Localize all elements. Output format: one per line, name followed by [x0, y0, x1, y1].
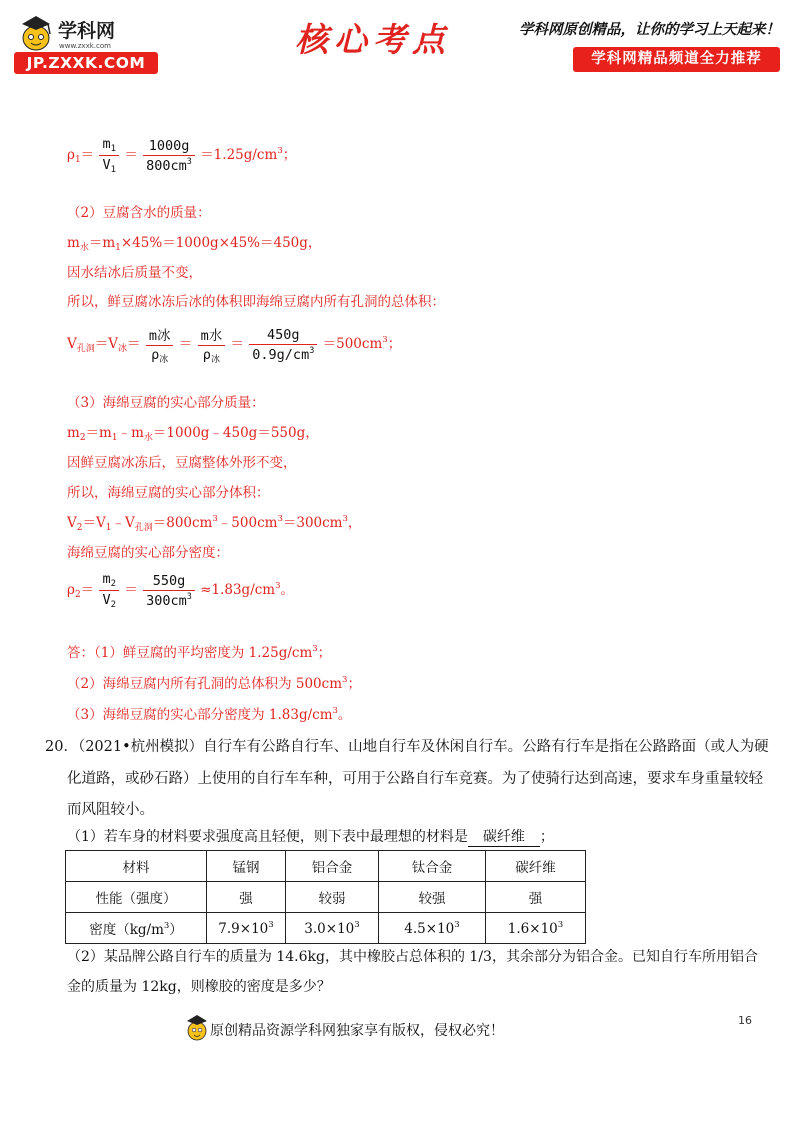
answer-2: （2）海绵豆腐内所有孔洞的总体积为 $500cm^3$； — [67, 675, 361, 692]
logo-url-bar[interactable]: JP.ZXXK.COM — [14, 52, 158, 74]
site-logo[interactable] — [14, 12, 159, 76]
solid-mass-line: $m_2=m_1﹣m_水=1000g﹣450g=550g$， — [67, 425, 319, 443]
sub-question-2-line-1: （2）某品牌公路自行车的质量为 14.6kg，其中橡胶占总体积的 1/3，其余部分为铝合金。已知自行车所用铝合 — [67, 949, 758, 965]
table-cell: 密度$(kg/m^3)$ — [66, 913, 207, 944]
table-cell: $1.6\times 10^3$ — [486, 913, 586, 944]
answer-blank: 碳纤维 — [468, 826, 540, 847]
table-cell: 强 — [486, 882, 586, 913]
channel-banner[interactable]: 学科网精品频道全力推荐 — [573, 47, 780, 72]
logo-title: 学科网 — [58, 20, 116, 42]
sub-question-2-line-2: 金的质量为 12kg，则橡胶的密度是多少？ — [67, 979, 331, 995]
logo-url-small: www.zxxk.com — [59, 42, 111, 50]
table-cell: 锰钢 — [207, 851, 286, 882]
step-2-heading: （2）豆腐含水的质量： — [67, 205, 211, 221]
table-cell: 材料 — [66, 851, 207, 882]
table-cell: 较强 — [379, 882, 486, 913]
solid-density-heading: 海绵豆腐的实心部分密度： — [67, 545, 229, 561]
sub-question-1: （1）若车身的材料要求强度高且轻便，则下表中最理想的材料是 碳纤维 ； — [67, 826, 554, 847]
table-cell: $4.5\times 10^3$ — [379, 913, 486, 944]
table-cell: 碳纤维 — [486, 851, 586, 882]
fraction: $\frac{450g}{0.9g/cm^3}$ — [249, 327, 317, 363]
table-cell: 性能（强度） — [66, 882, 207, 913]
table-cell: 钛合金 — [379, 851, 486, 882]
shape-unchanged-line: 因鲜豆腐冰冻后，豆腐整体外形不变， — [67, 455, 297, 471]
question-20-line-2: 化道路，或砂石路）上使用的自行车车种，可用于公路自行车竞赛。为了使骑行达到高速，要求车身重量较轻 — [67, 771, 763, 787]
table-cell: $3.0\times 10^3$ — [286, 913, 379, 944]
mass-unchanged-line: 因水结冰后质量不变， — [67, 265, 202, 281]
question-20-line-1: 20．（2021•杭州模拟）自行车有公路自行车、山地自行车及休闲自行车。公路有行车是指在公路路面（或人为硬 — [45, 739, 769, 755]
table-cell: 较弱 — [286, 882, 379, 913]
table-row — [66, 882, 586, 913]
solid-volume-heading: 所以，海绵豆腐的实心部分体积： — [67, 485, 270, 501]
footer-copyright: 原创精品资源学科网独家享有版权，侵权必究！ — [210, 1020, 504, 1040]
solid-volume-line: $V_2=V_1﹣V_{孔洞}=800cm^3﹣500cm^3=300cm^3$， — [67, 514, 362, 533]
header-title: 核心考点 — [295, 20, 451, 59]
water-mass-line: $m_水=m_1\times 45\%=1000g\times 45\%=450g$， — [67, 235, 322, 253]
table-header-row — [66, 851, 586, 882]
mascot-icon — [184, 1012, 210, 1042]
hole-volume-formula: $V_{孔洞}=V_冰=$ $\frac{\text{m冰}}{\rho_冰}$ ＝ $\frac{\text{m水}}{\rho_冰}$ ＝ $\frac{450g}{0.9g/cm^3}$ $=500cm^3$； — [67, 324, 401, 365]
density-formula-1: $\rho_1=$ $\frac{m_1}{V_1}$ ＝ $\frac{1000g}{800cm^3}$ $=1.25g/cm^3$； — [67, 136, 297, 175]
question-20-line-3: 而风阻较小。 — [67, 802, 154, 818]
page-number: 16 — [738, 1014, 752, 1027]
fraction: $\frac{550g}{300cm^3}$ — [143, 573, 195, 609]
fraction: $\frac{m_1}{V_1}$ — [99, 136, 119, 175]
table-cell: $7.9\times 10^3$ — [207, 913, 286, 944]
fraction: $\frac{m_2}{V_2}$ — [99, 571, 119, 610]
table-cell: 铝合金 — [286, 851, 379, 882]
table-row — [66, 913, 586, 944]
density-formula-2: $\rho_2=$ $\frac{m_2}{V_2}$ ＝ $\frac{550g}{300cm^3}$ $\approx 1.83g/cm^3$。 — [67, 571, 295, 610]
fraction: $\frac{\text{m冰}}{\rho_冰}$ — [146, 324, 174, 365]
answer-1: 答：（1）鲜豆腐的平均密度为 $1.25g/cm^3$； — [67, 644, 332, 661]
materials-table — [65, 850, 586, 944]
ice-volume-line: 所以，鲜豆腐冰冻后冰的体积即海绵豆腐内所有孔洞的总体积： — [67, 294, 445, 310]
fraction: $\frac{1000g}{800cm^3}$ — [143, 138, 195, 174]
fraction: $\frac{\text{m水}}{\rho_冰}$ — [198, 324, 226, 365]
answer-3: （3）海绵豆腐的实心部分密度为 $1.83g/cm^3$。 — [67, 706, 352, 723]
header-slogan: 学科网原创精品，让你的学习上天起来！ — [519, 21, 780, 38]
table-cell: 强 — [207, 882, 286, 913]
step-3-heading: （3）海绵豆腐的实心部分质量： — [67, 395, 265, 411]
mascot-icon — [16, 12, 56, 52]
